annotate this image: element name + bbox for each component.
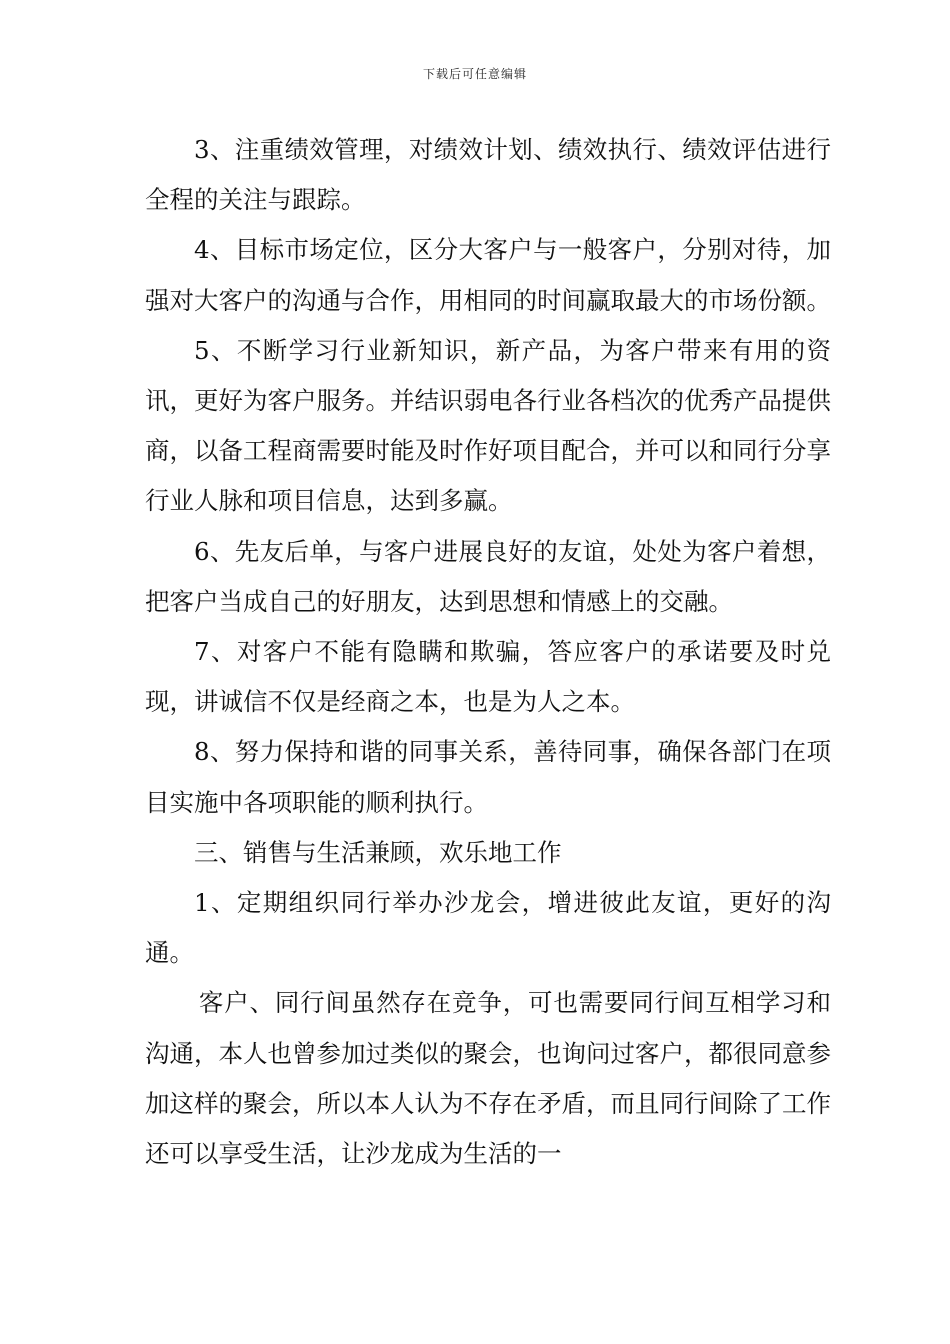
paragraph-item-6: 6、先友后单，与客户进展良好的友谊，处处为客户着想，把客户当成自己的好朋友，达到思想和情感上的交融。 (145, 536, 831, 616)
page-header-note: 下载后可任意编辑 (422, 67, 527, 81)
paragraph-item-8: 8、努力保持和谐的同事关系，善待同事，确保各部门在项目实施中各项职能的顺利执行。 (145, 737, 831, 817)
paragraph-item-5: 5、不断学习行业新知识，新产品，为客户带来有用的资讯，更好为客户服务。并结识弱电各行业各档次的优秀产品提供商，以备工程商需要时能及时作好项目配合，并可以和同行分享行业人脉和项目信息，达到多赢。 (145, 335, 831, 516)
paragraph-item-3: 3、注重绩效管理，对绩效计划、绩效执行、绩效评估进行全程的关注与跟踪。 (145, 135, 831, 215)
document-body (145, 125, 831, 1179)
paragraph-item-4: 4、目标市场定位，区分大客户与一般客户，分别对待，加强对大客户的沟通与合作，用相同的时间赢取最大的市场份额。 (145, 235, 831, 315)
paragraph-body: 客户、同行间虽然存在竞争，可也需要同行间互相学习和沟通，本人也曾参加过类似的聚会，也询问过客户，都很同意参加这样的聚会，所以本人认为不存在矛盾，而且同行间除了工作还可以享受生活，让沙龙成为生活的一 (145, 988, 831, 1169)
paragraph-item-7: 7、对客户不能有隐瞒和欺骗，答应客户的承诺要及时兑现，讲诚信不仅是经商之本，也是为人之本。 (145, 637, 831, 717)
paragraph-item-1: 1、定期组织同行举办沙龙会，增进彼此友谊，更好的沟通。 (145, 888, 831, 968)
section-heading-3: 三、销售与生活兼顾，欢乐地工作 (194, 837, 562, 867)
